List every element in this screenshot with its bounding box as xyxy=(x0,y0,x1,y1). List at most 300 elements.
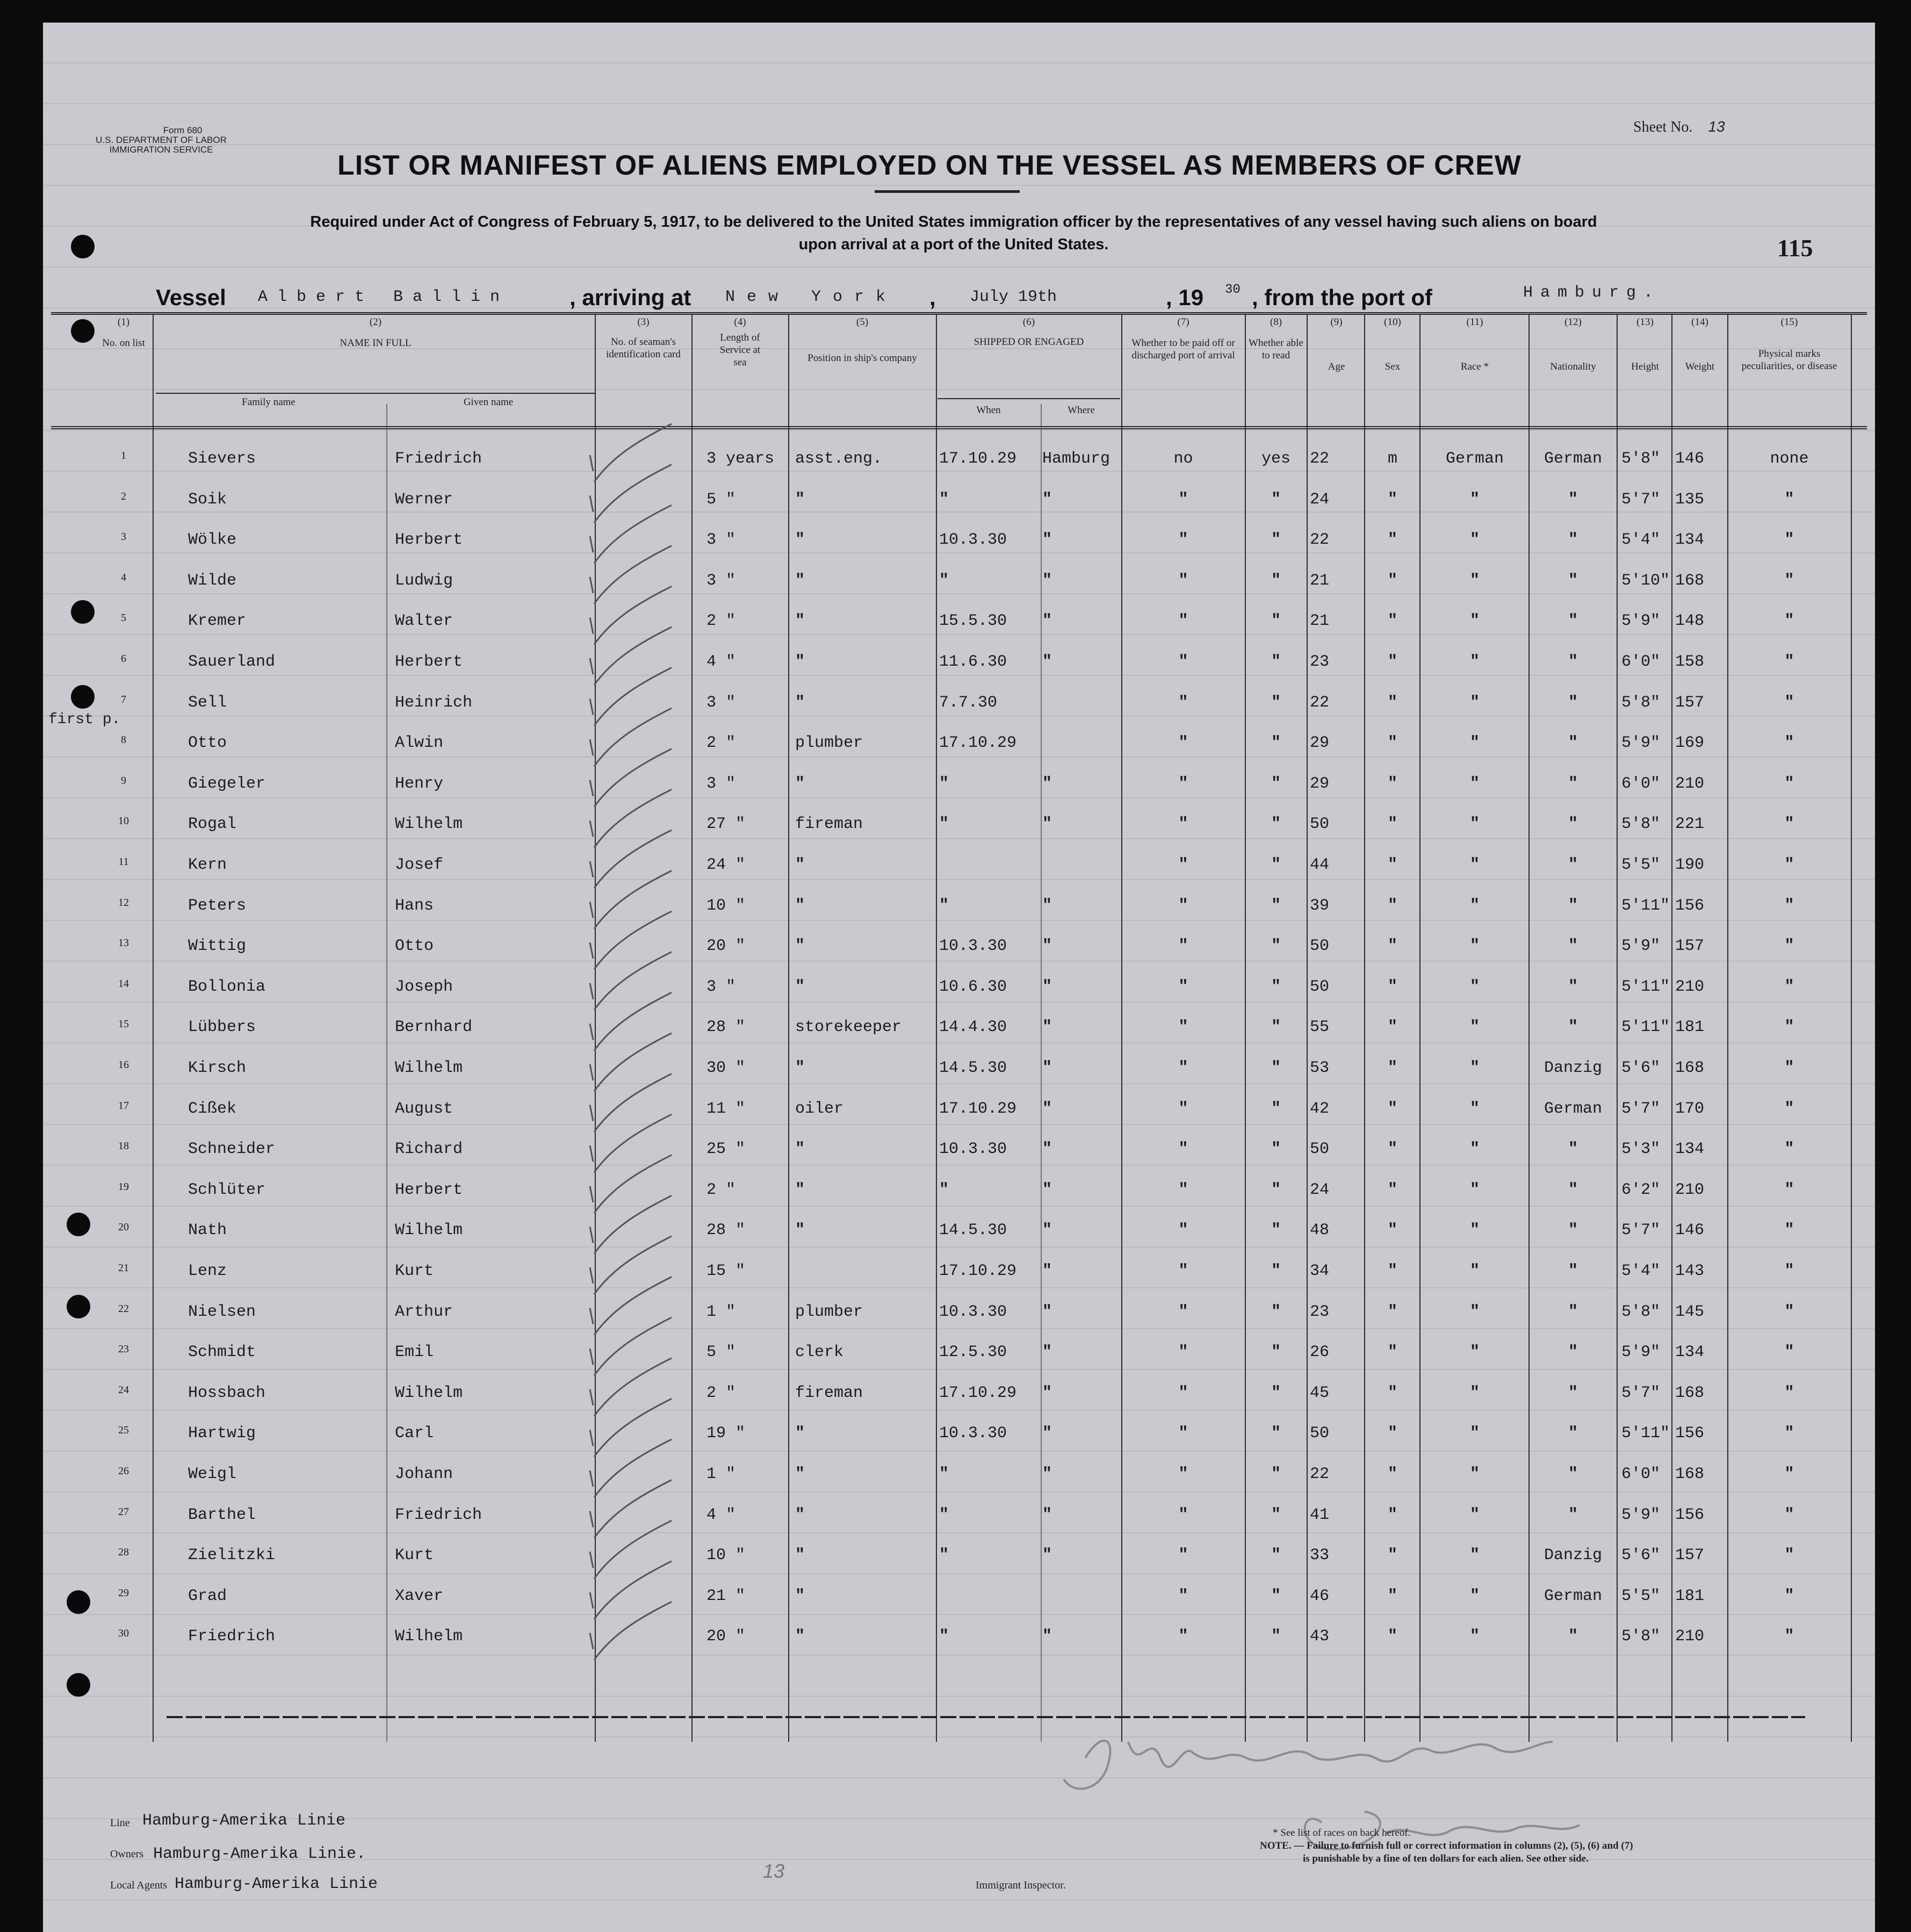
cell-no: 25 xyxy=(118,1424,129,1437)
cell-no: 29 xyxy=(118,1587,129,1599)
cell-age: 48 xyxy=(1310,1221,1330,1240)
cell-nationality: Danzig xyxy=(1544,1546,1603,1565)
col-number: (13) xyxy=(1636,316,1654,328)
check-mark xyxy=(590,1033,672,1091)
cell-paid: " xyxy=(1178,612,1188,631)
cell-when: " xyxy=(939,571,949,590)
cell-read: " xyxy=(1271,1059,1281,1077)
check-mark xyxy=(590,586,672,644)
cell-weight: 181 xyxy=(1675,1018,1705,1037)
cell-age: 50 xyxy=(1310,1140,1330,1159)
cell-position: " xyxy=(795,977,805,996)
cell-height: 5'8" xyxy=(1621,693,1661,712)
cell-read: " xyxy=(1271,1099,1281,1118)
check-mark xyxy=(590,749,672,807)
cell-marks: " xyxy=(1784,1018,1794,1037)
cell-nationality: " xyxy=(1568,1627,1578,1646)
cell-no: 28 xyxy=(118,1546,129,1559)
cell-weight: 210 xyxy=(1675,774,1705,793)
cell-service: 4 " xyxy=(706,1505,736,1524)
manifest-sheet: Form 680 U.S. DEPARTMENT OF LABOR IMMIGRATION SERVICE Sheet No. 13 LIST OR MANIFEST OF ALIENS EMPLOYED ON THE VESSEL AS MEMBERS OF CREW Required under Act of Congress of February 5, 1917, to be delivered to the United States immigration officer by the representatives of any vessel having such aliens on board upon arrival at a port of the United States. 115 Vessel Albert Ballin , arriving at New York , July 19th , 19 30 , from the port of Hamburg. (1) No. on list (2) NAME IN FULL Family name Given name (3) No. of seaman's identification card (4) Length of Service at sea (5) Position in ship's company (6) SHIPPED OR ENGAGED When Where (7) Whether to be paid off or discharged port of arrival (8) Whether able to read (9) Age (10) Sex (11) Race * (12) Nationality (13) Height (14) Weight (15) Physical marks peculiarities, or disease 1 Sievers Friedrich 3 years asst.eng. 17.10.29 Hamburg no yes 22 m German German 5'8" 146 none 2 Soik Werner 5 " " " " " " 24 " " " 5'7" 135 " 3 Wölke Herbert 3 " " 10.3.30 " " " 22 " " " 5'4" 134 " 4 Wilde Ludwig 3 " " " " " " 21 " " " 5'10" 168 " 5 Kremer Walter 2 " " 15.5.30 " " " 21 " " " 5'9" 148 " 6 Sauerland Herbert 4 " " 11.6.30 " " " 23 " " " 6'0" 158 " 7 Sell Heinrich 3 " " 7.7.30 " " 22 " " " 5'8" 157 " 8 Otto Alwin 2 " plumber 17.10.29 " " 29 " " " 5'9" 169 " 9 Giegeler Henry 3 " " " " " " 29 " " " 6'0" 210 " 10 Rogal Wilhelm 27 " fireman " " " " 50 " " " 5'8" 221 " 11 Kern Josef 24 " " " " 44 " " " 5'5" 190 " 12 Peters Hans 10 " " " " " " 39 " " " 5'11" 156 " 13 Wittig Otto 20 " " 10.3.30 " " " 50 " " " 5'9" 157 " 14 Bollonia Joseph 3 " " 10.6.30 " " " 50 " " " 5'11" 210 " 15 Lübbers Bernhard 28 " storekeeper 14.4.30 " " " 55 " " " 5'11" 181 " 16 Kirsch Wilhelm 30 " " 14.5.30 " " " 53 " " Danzig 5'6" 168 " 17 Cißek August 11 " oiler 17.10.29 " " " 42 " " German 5'7" 170 " 18 Schneider Richard 25 " " 10.3.30 " " " 50 " " " 5'3" 134 " 19 Schlüter Herbert 2 " " " " " " 24 " " " 6'2" 210 " 20 Nath Wilhelm 28 " " 14.5.30 " " " 48 " " " 5'7" 146 " 21 Lenz Kurt 15 " 17.10.29 " " " 34 " " " 5'4" 143 " 22 Nielsen Arthur 1 " plumber 10.3.30 " " " 23 " " " 5'8" 145 " 23 Schmidt Emil 5 " clerk 12.5.30 " " " 26 " " " 5'9" 134 " 24 Hossbach Wilhelm 2 " fireman 17.10.29 " " " 45 " " " 5'7" 168 " 25 Hartwig Carl 19 " " 10.3.30 " " " 50 " " " 5'11" 156 " 26 Weigl Johann 1 " " " " " " 22 " " " 6'0" 168 " 27 Barthel Friedrich 4 " " " " " " 41 " " " 5'9" 156 " 28 Zielitzki Kurt 10 " " " " " " 33 " " Danzig 5'6" 157 " 29 Grad Xaver 21 " " " " 46 " " German 5'5" 181 " 30 Friedrich Wilhelm 20 " " " " " " 43 " " " 5'8" 210 " first p. Line Hamburg-Amerika Linie Owners Hamburg-Amerika Linie. Local Agents Hamburg-Amerika Linie 13 Immigrant Inspector. * See list of races on back hereof. NOTE. — Failure to furnish full or correct information in columns (2), (5), (6) and (7) is punishable by a fine of ten dollars for each alien. See other side. xyxy=(43,23,1875,1932)
cell-where: " xyxy=(1042,1383,1052,1402)
cell-service: 2 " xyxy=(706,1180,736,1199)
cell-marks: " xyxy=(1784,612,1794,631)
cell-marks: " xyxy=(1784,1383,1794,1402)
col-header-height: Height xyxy=(1631,361,1659,372)
check-mark xyxy=(590,789,672,847)
cell-nationality: " xyxy=(1568,856,1578,874)
cell-age: 29 xyxy=(1310,774,1330,793)
cell-height: 5'11" xyxy=(1621,1424,1670,1443)
cell-race: " xyxy=(1469,1302,1480,1321)
cell-read: " xyxy=(1271,896,1281,915)
cell-service: 28 " xyxy=(706,1018,746,1037)
cell-read: " xyxy=(1271,1505,1281,1524)
cell-family: Sievers xyxy=(188,450,256,468)
cell-paid: " xyxy=(1178,1383,1188,1402)
cell-family: Friedrich xyxy=(188,1627,276,1646)
check-mark xyxy=(590,668,672,726)
cell-no: 13 xyxy=(118,937,129,949)
cell-marks: " xyxy=(1784,1424,1794,1443)
cell-weight: 210 xyxy=(1675,1180,1705,1199)
cell-race: " xyxy=(1469,693,1480,712)
cell-age: 26 xyxy=(1310,1343,1330,1362)
cell-read: " xyxy=(1271,1587,1281,1605)
cell-paid: " xyxy=(1178,1343,1188,1362)
cell-sex: " xyxy=(1387,815,1397,834)
cell-marks: " xyxy=(1784,1505,1794,1524)
vessel-label: Vessel xyxy=(156,285,226,310)
cell-service: 27 " xyxy=(706,815,746,834)
cell-weight: 168 xyxy=(1675,1383,1705,1402)
cell-no: 19 xyxy=(118,1180,129,1193)
cell-family: Rogal xyxy=(188,815,237,834)
cell-paid: " xyxy=(1178,937,1188,956)
cell-height: 5'8" xyxy=(1621,1302,1661,1321)
cell-position: clerk xyxy=(795,1343,844,1362)
col-number: (3) xyxy=(637,316,650,328)
cell-paid: " xyxy=(1178,815,1188,834)
check-mark xyxy=(590,708,672,766)
cell-nationality: " xyxy=(1568,653,1578,671)
cell-where: " xyxy=(1042,815,1052,834)
cell-position: " xyxy=(795,1627,805,1646)
cell-service: 30 " xyxy=(706,1059,746,1077)
cell-weight: 169 xyxy=(1675,734,1705,753)
cell-sex: " xyxy=(1387,1302,1397,1321)
cell-marks: none xyxy=(1770,450,1809,468)
check-mark xyxy=(590,911,672,969)
cell-weight: 145 xyxy=(1675,1302,1705,1321)
cell-weight: 158 xyxy=(1675,653,1705,671)
cell-race: " xyxy=(1469,1059,1480,1077)
cell-position: " xyxy=(795,653,805,671)
cell-marks: " xyxy=(1784,937,1794,956)
cell-given: Kurt xyxy=(395,1262,434,1280)
cell-no: 5 xyxy=(121,612,126,624)
cell-marks: " xyxy=(1784,1221,1794,1240)
cell-position: " xyxy=(795,856,805,874)
cell-family: Hartwig xyxy=(188,1424,256,1443)
cell-sex: " xyxy=(1387,856,1397,874)
cell-family: Lübbers xyxy=(188,1018,256,1037)
page-stamp: 115 xyxy=(1777,234,1813,262)
cell-given: Friedrich xyxy=(395,1505,482,1524)
cell-race: " xyxy=(1469,1262,1480,1280)
col-number: (2) xyxy=(369,316,382,328)
cell-family: Otto xyxy=(188,734,227,753)
cell-given: Josef xyxy=(395,856,444,874)
cell-race: " xyxy=(1469,612,1480,631)
cell-given: Xaver xyxy=(395,1587,444,1605)
cell-sex: " xyxy=(1387,1383,1397,1402)
cell-nationality: " xyxy=(1568,774,1578,793)
check-mark xyxy=(590,546,672,604)
cell-sex: " xyxy=(1387,734,1397,753)
cell-when: 17.10.29 xyxy=(939,1383,1017,1402)
cell-service: 3 " xyxy=(706,693,736,712)
cell-family: Hossbach xyxy=(188,1383,266,1402)
cell-when: 12.5.30 xyxy=(939,1343,1007,1362)
cell-height: 5'5" xyxy=(1621,1587,1661,1605)
cell-race: " xyxy=(1469,1465,1480,1483)
cell-age: 50 xyxy=(1310,977,1330,996)
cell-weight: 148 xyxy=(1675,612,1705,631)
cell-where: " xyxy=(1042,653,1052,671)
cell-no: 12 xyxy=(118,896,129,909)
cell-nationality: " xyxy=(1568,1018,1578,1037)
cell-nationality: " xyxy=(1568,693,1578,712)
cell-paid: " xyxy=(1178,1627,1188,1646)
cell-read: " xyxy=(1271,531,1281,550)
checkmarks xyxy=(590,424,672,1660)
cell-given: Carl xyxy=(395,1424,434,1443)
cell-no: 8 xyxy=(121,734,126,746)
cell-race: " xyxy=(1469,490,1480,509)
cell-nationality: " xyxy=(1568,612,1578,631)
cell-when: 10.3.30 xyxy=(939,1424,1007,1443)
cell-paid: " xyxy=(1178,977,1188,996)
cell-read: " xyxy=(1271,815,1281,834)
cell-height: 5'5" xyxy=(1621,856,1661,874)
col-header-id-card: No. of seaman's identification card xyxy=(606,336,681,360)
cell-sex: " xyxy=(1387,1180,1397,1199)
col-number: (12) xyxy=(1564,316,1582,328)
cell-service: 2 " xyxy=(706,1383,736,1402)
cell-position: " xyxy=(795,1465,805,1483)
cell-weight: 146 xyxy=(1675,1221,1705,1240)
cell-race: " xyxy=(1469,1627,1480,1646)
cell-height: 5'7" xyxy=(1621,1221,1661,1240)
cell-paid: " xyxy=(1178,1059,1188,1077)
cell-family: Barthel xyxy=(188,1505,256,1524)
cell-age: 21 xyxy=(1310,612,1330,631)
cell-where: " xyxy=(1042,977,1052,996)
cell-sex: " xyxy=(1387,1627,1397,1646)
owners-label: Owners xyxy=(110,1848,144,1860)
col-header-name: NAME IN FULL xyxy=(340,337,412,349)
cell-race: " xyxy=(1469,1018,1480,1037)
cell-nationality: " xyxy=(1568,1140,1578,1159)
check-mark xyxy=(590,952,672,1010)
cell-nationality: " xyxy=(1568,1302,1578,1321)
cell-no: 16 xyxy=(118,1059,129,1071)
cell-service: 24 " xyxy=(706,856,746,874)
cell-given: Herbert xyxy=(395,1180,463,1199)
cell-age: 42 xyxy=(1310,1099,1330,1118)
cell-paid: " xyxy=(1178,1099,1188,1118)
cell-height: 5'7" xyxy=(1621,490,1661,509)
cell-marks: " xyxy=(1784,490,1794,509)
col-header-no: No. on list xyxy=(102,337,145,349)
cell-read: " xyxy=(1271,653,1281,671)
cell-given: Joseph xyxy=(395,977,453,996)
cell-position: " xyxy=(795,1059,805,1077)
cell-position: " xyxy=(795,1587,805,1605)
agents-label: Local Agents xyxy=(110,1879,168,1891)
cell-sex: " xyxy=(1387,531,1397,550)
cell-race: German xyxy=(1445,450,1504,468)
cell-when: 17.10.29 xyxy=(939,450,1017,468)
cell-sex: " xyxy=(1387,1343,1397,1362)
cell-when: 17.10.29 xyxy=(939,1099,1017,1118)
cell-when: " xyxy=(939,1505,949,1524)
year-suffix: 30 xyxy=(1225,283,1241,297)
cell-weight: 134 xyxy=(1675,531,1705,550)
cell-marks: " xyxy=(1784,774,1794,793)
cell-family: Schmidt xyxy=(188,1343,256,1362)
cell-no: 3 xyxy=(121,531,126,543)
cell-given: Richard xyxy=(395,1140,463,1159)
cell-service: 10 " xyxy=(706,896,746,915)
agents-value: Hamburg-Amerika Linie xyxy=(175,1875,378,1893)
cell-race: " xyxy=(1469,1505,1480,1524)
cell-sex: " xyxy=(1387,1099,1397,1118)
cell-given: Arthur xyxy=(395,1302,453,1321)
cell-race: " xyxy=(1469,1424,1480,1443)
cell-weight: 168 xyxy=(1675,1465,1705,1483)
cell-service: 5 " xyxy=(706,1343,736,1362)
check-mark xyxy=(590,1439,672,1497)
cell-weight: 168 xyxy=(1675,1059,1705,1077)
from-port: Hamburg. xyxy=(1523,284,1661,302)
cell-given: Wilhelm xyxy=(395,815,463,834)
cell-no: 27 xyxy=(118,1505,129,1518)
subtitle-line-2: upon arrival at a port of the United States. xyxy=(798,236,1109,253)
cell-sex: m xyxy=(1387,450,1397,468)
cell-service: 3 years xyxy=(706,450,775,468)
cell-sex: " xyxy=(1387,490,1397,509)
cell-sex: " xyxy=(1387,896,1397,915)
cell-given: Wilhelm xyxy=(395,1221,463,1240)
cell-height: 5'4" xyxy=(1621,531,1661,550)
cell-family: Cißek xyxy=(188,1099,237,1118)
col-number: (7) xyxy=(1177,316,1189,328)
cell-read: " xyxy=(1271,1383,1281,1402)
cell-family: Wilde xyxy=(188,571,237,590)
cell-where: " xyxy=(1042,896,1052,915)
subtitle-line-1: Required under Act of Congress of February 5, 1917, to be delivered to the United States immigration officer by the representatives of any vessel having such aliens on board xyxy=(310,213,1597,230)
cell-marks: " xyxy=(1784,896,1794,915)
cell-service: 3 " xyxy=(706,977,736,996)
cell-where: " xyxy=(1042,1018,1052,1037)
cell-no: 30 xyxy=(118,1627,129,1640)
check-mark xyxy=(590,627,672,685)
arriving-label: , arriving at xyxy=(569,285,691,310)
cell-read: " xyxy=(1271,1262,1281,1280)
sheet-label: Sheet No. xyxy=(1633,119,1693,135)
cell-family: Kern xyxy=(188,856,227,874)
cell-marks: " xyxy=(1784,815,1794,834)
cell-when: 17.10.29 xyxy=(939,1262,1017,1280)
cell-when: 10.3.30 xyxy=(939,1302,1007,1321)
cell-where: " xyxy=(1042,531,1052,550)
cell-read: " xyxy=(1271,1302,1281,1321)
cell-nationality: " xyxy=(1568,1262,1578,1280)
cell-marks: " xyxy=(1784,693,1794,712)
col-header-sex: Sex xyxy=(1384,361,1401,372)
cell-weight: 210 xyxy=(1675,977,1705,996)
cell-height: 5'9" xyxy=(1621,1343,1661,1362)
race-note: * See list of races on back hereof. xyxy=(1273,1827,1411,1839)
cell-no: 4 xyxy=(121,571,126,583)
cell-family: Giegeler xyxy=(188,774,266,793)
cell-given: Johann xyxy=(395,1465,453,1483)
check-mark xyxy=(590,505,672,563)
cell-paid: " xyxy=(1178,1221,1188,1240)
cell-nationality: " xyxy=(1568,1424,1578,1443)
check-mark xyxy=(590,830,672,888)
cell-given: Otto xyxy=(395,937,434,956)
col-number: (1) xyxy=(117,316,130,328)
cell-read: " xyxy=(1271,1180,1281,1199)
cell-sex: " xyxy=(1387,653,1397,671)
cell-read: " xyxy=(1271,1546,1281,1565)
cell-position: " xyxy=(795,531,805,550)
cell-sex: " xyxy=(1387,937,1397,956)
cell-position: oiler xyxy=(795,1099,844,1118)
cell-family: Kremer xyxy=(188,612,247,631)
check-mark xyxy=(590,1236,672,1294)
cell-position: " xyxy=(795,571,805,590)
cell-marks: " xyxy=(1784,1627,1794,1646)
line-label: Line xyxy=(110,1817,130,1829)
penalty-note-2: is punishable by a fine of ten dollars for each alien. See other side. xyxy=(1303,1853,1589,1864)
col-number: (14) xyxy=(1691,316,1708,328)
cell-position: " xyxy=(795,774,805,793)
cell-service: 11 " xyxy=(706,1099,746,1118)
cell-no: 18 xyxy=(118,1140,129,1152)
cell-paid: " xyxy=(1178,1424,1188,1443)
cell-when: 10.3.30 xyxy=(939,1140,1007,1159)
cell-paid: " xyxy=(1178,896,1188,915)
cell-race: " xyxy=(1469,1099,1480,1118)
cell-given: August xyxy=(395,1099,453,1118)
cell-family: Soik xyxy=(188,490,227,509)
cell-no: 26 xyxy=(118,1465,129,1477)
cell-height: 5'11" xyxy=(1621,896,1670,915)
cell-family: Zielitzki xyxy=(188,1546,276,1565)
cell-no: 21 xyxy=(118,1262,129,1274)
cell-family: Schneider xyxy=(188,1140,276,1159)
cell-marks: " xyxy=(1784,1099,1794,1118)
cell-paid: " xyxy=(1178,1018,1188,1037)
cell-height: 6'0" xyxy=(1621,653,1661,671)
cell-service: 15 " xyxy=(706,1262,746,1280)
cell-height: 5'8" xyxy=(1621,815,1661,834)
cell-family: Wittig xyxy=(188,937,247,956)
cell-when: 15.5.30 xyxy=(939,612,1007,631)
cell-where: Hamburg xyxy=(1042,450,1110,468)
cell-given: Herbert xyxy=(395,653,463,671)
cell-height: 6'0" xyxy=(1621,1465,1661,1483)
col-number: (11) xyxy=(1466,316,1483,328)
cell-no: 11 xyxy=(118,856,129,868)
cell-race: " xyxy=(1469,734,1480,753)
cell-family: Wölke xyxy=(188,531,237,550)
cell-sex: " xyxy=(1387,1140,1397,1159)
cell-position: " xyxy=(795,937,805,956)
cell-paid: " xyxy=(1178,1587,1188,1605)
pencil-sheet-number: 13 xyxy=(763,1860,785,1882)
sheet-number: 13 xyxy=(1708,118,1725,135)
cell-no: 17 xyxy=(118,1099,129,1112)
cell-where: " xyxy=(1042,937,1052,956)
cell-position: " xyxy=(795,693,805,712)
cell-where: " xyxy=(1042,1059,1052,1077)
cell-no: 14 xyxy=(118,977,129,990)
cell-nationality: Danzig xyxy=(1544,1059,1603,1077)
cell-when: " xyxy=(939,1627,949,1646)
cell-where: " xyxy=(1042,612,1052,631)
cell-read: " xyxy=(1271,1627,1281,1646)
cell-when: 7.7.30 xyxy=(939,693,998,712)
cell-race: " xyxy=(1469,1180,1480,1199)
cell-nationality: " xyxy=(1568,977,1578,996)
cell-height: 5'9" xyxy=(1621,937,1661,956)
cell-nationality: " xyxy=(1568,1180,1578,1199)
cell-nationality: " xyxy=(1568,937,1578,956)
cell-marks: " xyxy=(1784,1262,1794,1280)
cell-when: " xyxy=(939,1180,949,1199)
check-mark xyxy=(590,424,672,482)
cell-age: 23 xyxy=(1310,1302,1330,1321)
cell-height: 5'10" xyxy=(1621,571,1670,590)
cell-race: " xyxy=(1469,856,1480,874)
cell-where: " xyxy=(1042,1424,1052,1443)
check-mark xyxy=(590,465,672,523)
cell-family: Grad xyxy=(188,1587,227,1605)
cell-age: 46 xyxy=(1310,1587,1330,1605)
cell-nationality: " xyxy=(1568,734,1578,753)
cell-weight: 168 xyxy=(1675,571,1705,590)
cell-age: 22 xyxy=(1310,693,1330,712)
cell-when: " xyxy=(939,490,949,509)
cell-paid: " xyxy=(1178,1140,1188,1159)
cell-service: 5 " xyxy=(706,490,736,509)
cell-nationality: " xyxy=(1568,1221,1578,1240)
col-header-position: Position in ship's company xyxy=(807,352,917,364)
cell-read: " xyxy=(1271,977,1281,996)
col-header-service: Length of Service at sea xyxy=(719,332,761,368)
cell-age: 22 xyxy=(1310,450,1330,468)
page-title: LIST OR MANIFEST OF ALIENS EMPLOYED ON THE VESSEL AS MEMBERS OF CREW xyxy=(337,150,1521,181)
cell-sex: " xyxy=(1387,571,1397,590)
cell-position: " xyxy=(795,1180,805,1199)
check-mark xyxy=(590,1114,672,1172)
cell-height: 5'6" xyxy=(1621,1059,1661,1077)
